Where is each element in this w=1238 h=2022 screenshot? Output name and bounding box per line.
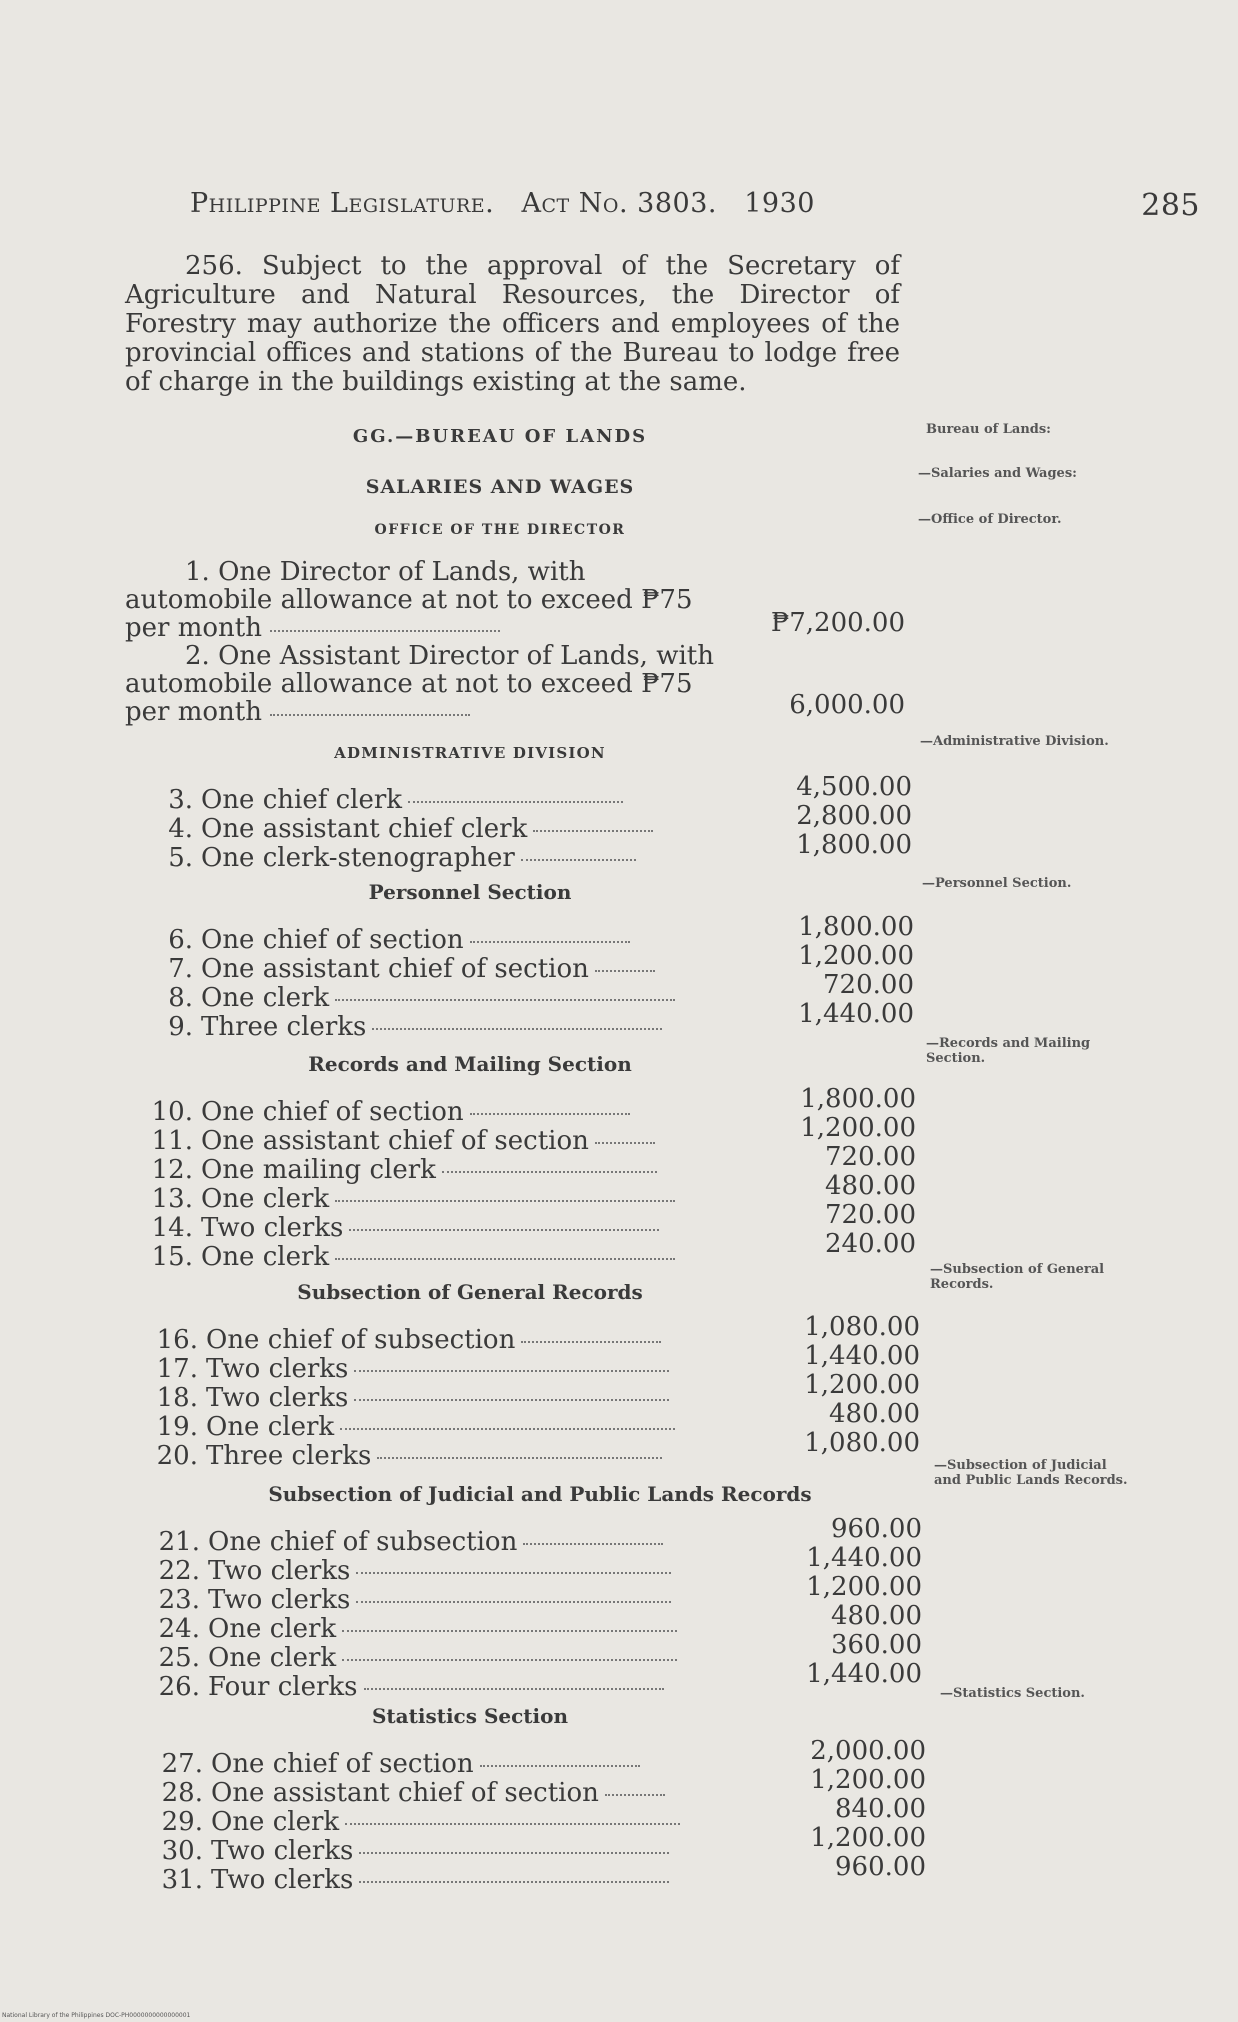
director-item-2 [125,642,725,726]
subheading-judicial-records: Subsection of Judicial and Public Lands Records [268,1482,812,1506]
item-amount: 1,200.00 [806,1572,922,1602]
margin-note: —Office of Director. [918,512,1062,527]
margin-note: —Statistics Section. [940,1686,1085,1701]
item-amount: 2,000.00 [810,1736,926,1766]
item-amount: 1,200.00 [804,1370,920,1400]
list-item: 8. One clerk [145,984,675,1012]
item-amount: 1,200.00 [798,941,914,971]
item-amount: 1,440.00 [804,1341,920,1371]
item-amount: 4,500.00 [796,772,912,802]
section-256-text: 256. Subject to the approval of the Secretary of Agriculture and Natural Resources, the Director of Forestry may authorize the officers and employees of the provincial offices and stations of the Bureau to lodge free of charge in the buildings existing at the same. [125,251,900,397]
list-item: 14. Two clerks [145,1214,659,1242]
list-item: 5. One clerk-stenographer [145,844,636,872]
item-amount: 1,440.00 [806,1543,922,1573]
header-title: Philippine Legislature. [190,188,495,219]
list-item: 6. One chief of section [145,926,630,954]
header-act: Act No. 3803. [521,188,717,219]
list-item: 16. One chief of subsection [150,1326,661,1354]
item-amount: 840.00 [835,1794,926,1824]
subheading-administrative: ADMINISTRATIVE DIVISION [334,744,606,762]
list-item: 23. Two clerks [152,1586,671,1614]
margin-note: Bureau of Lands: [926,422,1051,437]
office-heading: OFFICE OF THE DIRECTOR [374,522,626,538]
item-amount: 960.00 [831,1514,922,1544]
list-item: 10. One chief of section [145,1098,630,1126]
item-amount: 1,440.00 [806,1659,922,1689]
page-number: 285 [1141,188,1200,223]
list-item: 27. One chief of section [155,1750,640,1778]
bureau-heading: GG.—BUREAU OF LANDS [352,426,648,447]
subheading-personnel: Personnel Section [368,880,572,904]
list-item: 22. Two clerks [152,1557,671,1585]
list-item: 15. One clerk [145,1243,675,1271]
list-item: 12. One mailing clerk [145,1156,657,1184]
item-amount: 1,800.00 [800,1084,916,1114]
list-item: 7. One assistant chief of section [145,955,655,983]
item-amount: 1,800.00 [796,830,912,860]
margin-note: —Salaries and Wages: [918,466,1077,481]
header-year: 1930 [744,188,815,219]
director-item-text: 2. One Assistant Director of Lands, with automobile allowance at not to exceed ₱75 per month [125,641,714,727]
list-item: 20. Three clerks [150,1442,662,1470]
list-item: 24. One clerk [152,1615,677,1643]
list-item: 13. One clerk [145,1185,675,1213]
running-title [190,188,815,219]
item-amount: 720.00 [825,1200,916,1230]
margin-note: —Personnel Section. [922,876,1072,891]
list-item: 9. Three clerks [145,1013,662,1041]
list-item: 4. One assistant chief clerk [145,815,653,843]
footer-credit: National Library of the Philippines DOC-PH0000000000000001 [2,2012,191,2019]
list-item: 30. Two clerks [155,1837,669,1865]
director-item-amount: ₱7,200.00 [770,608,905,638]
item-amount: 1,200.00 [800,1113,916,1143]
section-256 [125,252,900,397]
item-amount: 1,800.00 [798,912,914,942]
item-amount: 360.00 [831,1630,922,1660]
item-amount: 720.00 [823,970,914,1000]
subheading-records-mailing: Records and Mailing Section [308,1052,632,1076]
salaries-heading: SALARIES AND WAGES [365,476,635,498]
subheading-general-records: Subsection of General Records [297,1280,643,1304]
item-amount: 1,440.00 [798,999,914,1029]
list-item: 18. Two clerks [150,1384,669,1412]
director-item-1 [125,558,725,642]
director-item-text: 1. One Director of Lands, with automobile allowance at not to exceed ₱75 per month [125,557,693,643]
list-item: 19. One clerk [150,1413,675,1441]
margin-note: —Records and Mailing Section. [926,1036,1091,1066]
item-amount: 2,800.00 [796,801,912,831]
item-amount: 480.00 [829,1399,920,1429]
item-amount: 480.00 [831,1601,922,1631]
director-item-amount: 6,000.00 [789,690,905,720]
list-item: 11. One assistant chief of section [145,1127,655,1155]
item-amount: 1,200.00 [810,1823,926,1853]
list-item: 3. One chief clerk [145,786,623,814]
list-item: 31. Two clerks [155,1866,669,1894]
margin-note: —Administrative Division. [920,734,1109,749]
item-amount: 480.00 [825,1171,916,1201]
subheading-statistics: Statistics Section [371,1704,569,1728]
list-item: 28. One assistant chief of section [155,1779,665,1807]
list-item: 29. One clerk [155,1808,680,1836]
item-amount: 1,080.00 [804,1312,920,1342]
list-item: 21. One chief of subsection [152,1528,663,1556]
margin-note: —Subsection of Judicial and Public Lands Records. [934,1458,1128,1488]
item-amount: 1,080.00 [804,1428,920,1458]
item-amount: 960.00 [835,1852,926,1882]
list-item: 26. Four clerks [152,1673,664,1701]
list-item: 25. One clerk [152,1644,677,1672]
item-amount: 1,200.00 [810,1765,926,1795]
item-amount: 720.00 [825,1142,916,1172]
margin-note: —Subsection of General Records. [930,1262,1105,1292]
item-amount: 240.00 [825,1229,916,1259]
list-item: 17. Two clerks [150,1355,669,1383]
